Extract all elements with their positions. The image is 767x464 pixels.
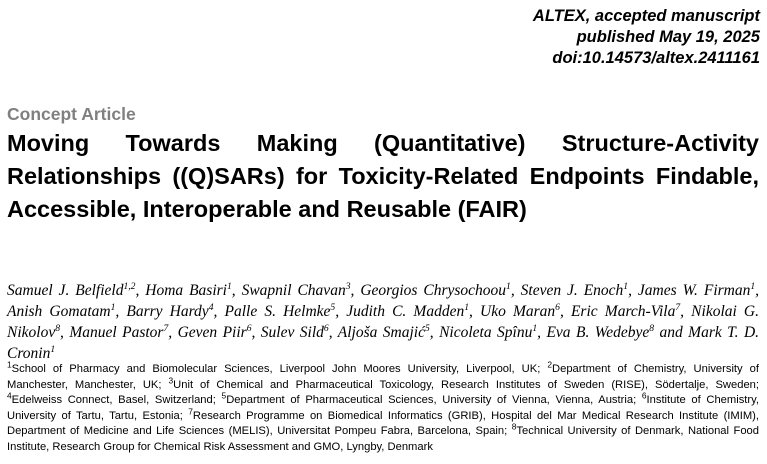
author-separator: , [60,324,70,341]
affiliation-text: School of Pharmacy and Biomolecular Sciences, Liverpool John Moores University, Liverpool, UK; [11,363,548,375]
affiliation-number: 5 [221,390,227,401]
affiliations [7,359,760,455]
affiliation-number: 3 [168,374,174,385]
author-name: Manuel Pastor [69,324,164,341]
author-separator: , [213,303,225,320]
author-name: Uko Maran [480,303,556,320]
author-name: Samuel J. Belfield [7,282,124,299]
author-separator: , [469,303,481,320]
author-name: Georgios Chrysochoou [360,282,507,299]
author-name: Steven J. Enoch [520,282,624,299]
author-name: Judith C. Madden [346,303,465,320]
author-affiliation-marker: 1,2 [123,280,136,292]
author-affiliation-marker: 1 [464,301,470,313]
author-affiliation-marker: 8 [55,322,61,334]
author-separator: , [328,324,338,341]
author-affiliation-marker: 7 [163,322,169,334]
affiliation-number: 8 [511,421,517,432]
author-separator: , [755,282,760,299]
author-name: Anish Gomatam [7,303,111,320]
article-title: Moving Towards Making (Quantitative) Structure-Activity Relationships ((Q)SARs) for Toxicity-Related Endpoints Findable, Accessible, Interoperable and Reusable (FAIR) [7,130,759,222]
author-name: Geven Piir [177,324,247,341]
affiliation-text: Institute of Chemistry, University of Tartu, Tartu, Estonia; [7,394,759,422]
affiliation-text: Edelweiss Connect, Basel, Switzerland; [11,394,222,406]
author-affiliation-marker: 1 [506,280,511,292]
journal-header [533,6,760,69]
author-name: Nikolai G. Nikolov [7,303,760,341]
author-separator: , [559,303,571,320]
author-name: Palle S. Helmke [224,303,331,320]
author-affiliation-marker: 6 [555,301,560,313]
author-name: Swapnil Chavan [241,282,346,299]
author-list [7,280,759,364]
author-affiliation-marker: 1 [532,322,538,334]
author-name: Homa Basiri [145,282,227,299]
author-affiliation-marker: 5 [424,322,430,334]
author-name: Barry Hardy [126,303,209,320]
affiliation-number: 4 [7,390,12,401]
author-affiliation-marker: 1 [623,280,629,292]
affiliation-number: 1 [7,359,12,370]
doi: doi:10.14573/altex.2411161 [552,49,760,67]
author-affiliation-marker: 4 [208,301,214,313]
author-affiliation-marker: 1 [226,280,232,292]
affiliation-text: Unit of Chemical and Pharmaceutical Toxicology, Research Institutes of Sweden (RISE), Södertalje, Sweden; [173,378,759,391]
publication-date: published May 19, 2025 [576,28,760,46]
author-name: Aljoša Smajić [337,324,425,341]
affiliation-text: Technical University of Denmark, National Food Institute, Research Group for Chemical Risk Assessment and GMO, Lyngby, Denmark [7,425,759,453]
author-separator: , [168,324,178,341]
affiliation-number: 7 [188,405,193,416]
author-separator: , [628,282,638,299]
author-separator: , [680,303,692,320]
author-name: Sulev Sild [260,324,324,341]
author-separator: , [335,303,347,320]
author-affiliation-marker: 1 [50,343,56,355]
author-name: Mark T. D. Cronin [7,324,760,362]
author-affiliation-marker: 8 [649,322,655,334]
author-separator: , [135,282,146,299]
author-affiliation-marker: 1 [750,280,756,292]
author-affiliation-marker: 6 [323,322,329,334]
author-affiliation-marker: 5 [330,301,336,313]
affiliation-number: 6 [641,390,647,401]
author-affiliation-marker: 1 [110,301,116,313]
author-affiliation-marker: 6 [246,322,252,334]
author-separator: , [537,324,547,341]
affiliation-number: 2 [547,359,553,370]
author-separator: , [429,324,440,341]
author-name: Eva B. Wedebye [546,324,650,341]
author-name: Eric March-Vila [570,303,676,320]
author-separator: , [350,282,361,299]
affiliation-text: Department of Pharmaceutical Sciences, University of Vienna, Vienna, Austria; [226,394,642,406]
article-type: Concept Article [7,104,136,124]
affiliation-text: Department of Chemistry, University of Manchester, Manchester, UK; [7,363,760,391]
author-name: Nicoleta Spînu [439,324,533,341]
author-separator: , [510,282,521,299]
journal-name: ALTEX, accepted manuscript [532,7,760,25]
affiliation-text: Research Programme on Biomedical Informatics (GRIB), Hospital del Mar Medical Research Institute (IMIM), Department of Medicine and Life Sciences (MELIS), Universitat Pompeu Fabra, Barcelona, Spain; [7,409,759,437]
author-name: James W. Firman [637,282,751,299]
author-affiliation-marker: 7 [675,301,681,313]
author-separator: , [231,282,242,299]
author-separator: , [115,303,127,320]
author-separator: , [251,324,261,341]
author-separator: and [654,324,689,341]
author-affiliation-marker: 3 [345,280,351,292]
